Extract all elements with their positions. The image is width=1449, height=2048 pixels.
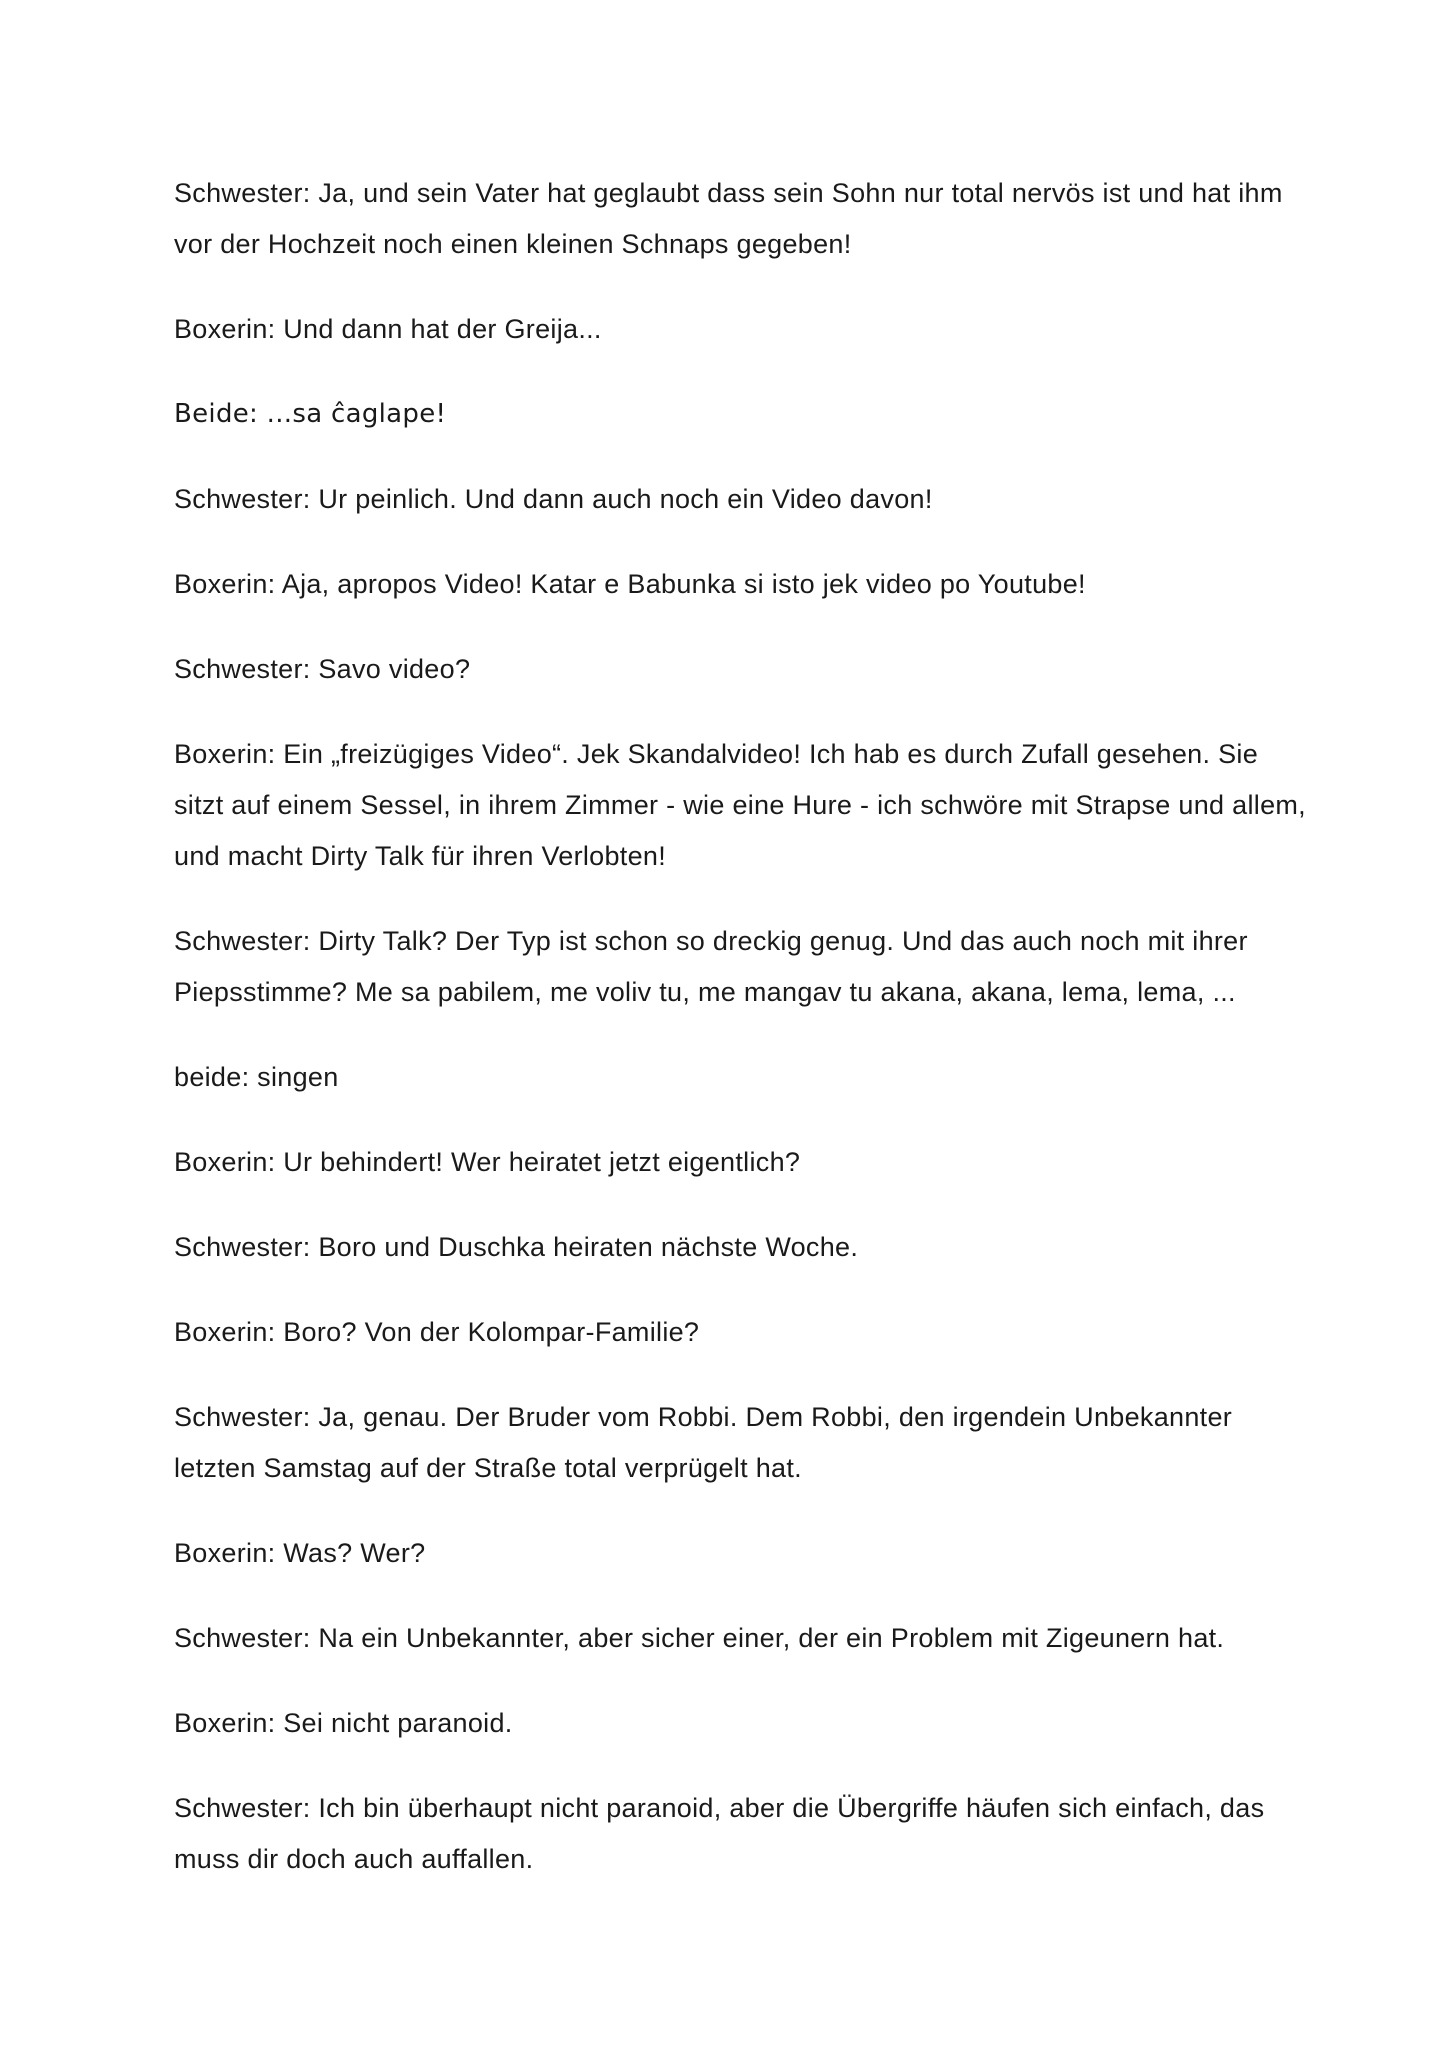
- dialogue-line: Boxerin: Was? Wer?: [174, 1538, 426, 1568]
- dialogue-line: Boxerin: Sei nicht paranoid.: [174, 1708, 513, 1738]
- script-text: [174, 168, 1314, 1919]
- dialogue-line: Schwester: Ich bin überhaupt nicht paranoid, aber die Übergriffe häufen sich einfach, das muss dir doch auch auffallen.: [174, 1793, 1265, 1874]
- dialogue-line: Schwester: Savo video?: [174, 654, 471, 684]
- dialogue-line: Boxerin: Ur behindert! Wer heiratet jetzt eigentlich?: [174, 1147, 801, 1177]
- dialogue-line: Schwester: Dirty Talk? Der Typ ist schon so dreckig genug. Und das auch noch mit ihrer Piepsstimme? Me sa pabilem, me voliv tu, me mangav tu akana, akana, lema, lema, ...: [174, 926, 1248, 1007]
- dialogue-line: Beide: ...sa ĉaglape!: [174, 399, 447, 429]
- dialogue-line: Schwester: Ur peinlich. Und dann auch noch ein Video davon!: [174, 484, 933, 514]
- dialogue-line: Boxerin: Boro? Von der Kolompar-Familie?: [174, 1317, 700, 1347]
- dialogue-line: Boxerin: Aja, apropos Video! Katar e Babunka si isto jek video po Youtube!: [174, 569, 1086, 599]
- stage-direction: beide: singen: [174, 1062, 339, 1092]
- dialogue-line: Boxerin: Und dann hat der Greija...: [174, 314, 602, 344]
- dialogue-line: Schwester: Boro und Duschka heiraten nächste Woche.: [174, 1232, 859, 1262]
- dialogue-line: Schwester: Ja, und sein Vater hat geglaubt dass sein Sohn nur total nervös ist und hat ihm vor der Hochzeit noch einen kleinen Schnaps gegeben!: [174, 178, 1283, 259]
- dialogue-line: Schwester: Na ein Unbekannter, aber sicher einer, der ein Problem mit Zigeunern hat.: [174, 1623, 1225, 1653]
- dialogue-line: Boxerin: Ein „freizügiges Video“. Jek Skandalvideo! Ich hab es durch Zufall gesehen. Sie sitzt auf einem Sessel, in ihrem Zimmer - wie eine Hure - ich schwöre mit Strapse und allem, und macht Dirty Talk für ihren Verlobten!: [174, 739, 1306, 871]
- dialogue-line: Schwester: Ja, genau. Der Bruder vom Robbi. Dem Robbi, den irgendein Unbekannter letzten Samstag auf der Straße total verprügelt hat.: [174, 1402, 1233, 1483]
